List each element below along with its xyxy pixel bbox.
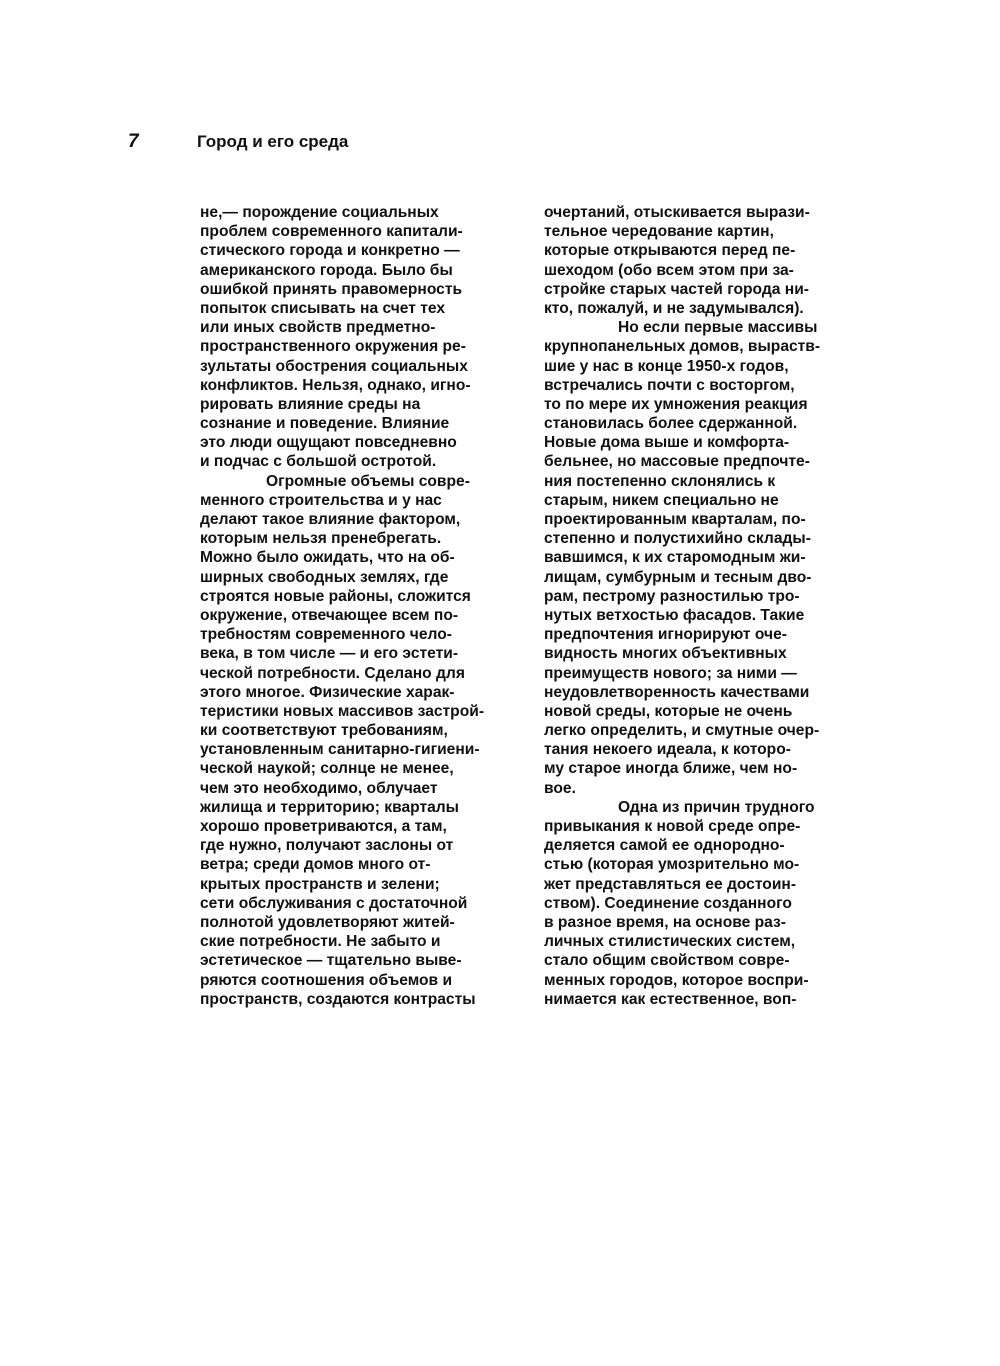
text-line: бельнее, но массовые предпочте- bbox=[544, 453, 810, 471]
text-line: попыток списывать на счет тех bbox=[200, 299, 446, 317]
text-line: ния постепенно склонялись к bbox=[544, 472, 776, 490]
text-line: ки соответствуют требованиям, bbox=[200, 722, 448, 740]
text-line: вое. bbox=[544, 779, 576, 797]
text-line: шеходом (обо всем этом при за- bbox=[544, 261, 794, 279]
text-line: встречались почти с восторгом, bbox=[544, 376, 795, 394]
text-column-left bbox=[200, 203, 484, 1009]
text-line: Но если первые массивы bbox=[618, 319, 818, 337]
text-line: конфликтов. Нельзя, однако, игно- bbox=[200, 376, 471, 394]
text-line: предпочтения игнорируют оче- bbox=[544, 626, 787, 644]
text-line: ряются соотношения объемов и bbox=[200, 971, 453, 989]
text-line: жилища и территорию; кварталы bbox=[200, 798, 459, 816]
text-line: ческой наукой; солнце не менее, bbox=[200, 760, 454, 778]
text-line: ские потребности. Не забыто и bbox=[200, 933, 441, 951]
text-line: становилась более сдержанной. bbox=[544, 415, 798, 433]
text-line: ошибкой принять правомерность bbox=[200, 280, 463, 298]
text-line: требностям современного чело- bbox=[200, 626, 452, 644]
text-line: пространств, создаются контрасты bbox=[200, 990, 476, 1008]
text-line: стало общим свойством совре- bbox=[544, 952, 790, 970]
text-line: проблем современного капитали- bbox=[200, 223, 463, 241]
text-line: ством). Соединение созданного bbox=[544, 894, 792, 912]
text-line: зультаты обострения социальных bbox=[200, 357, 468, 375]
text-line: делают такое влияние фактором, bbox=[200, 511, 461, 528]
text-line: в разное время, на основе раз- bbox=[544, 913, 786, 931]
text-line: рировать влияние среды на bbox=[200, 395, 421, 413]
text-line: степенно и полустихийно склады- bbox=[544, 530, 811, 548]
text-line: старым, никем специально не bbox=[544, 491, 779, 509]
text-line: установленным санитарно-гигиени- bbox=[200, 741, 480, 759]
text-line: тельное чередование картин, bbox=[544, 223, 774, 241]
text-line: или иных свойств предметно- bbox=[200, 319, 436, 337]
text-line: теристики новых массивов застрой- bbox=[200, 702, 485, 720]
page-number: 7 bbox=[128, 131, 139, 152]
text-line: стью (которая умозрительно мо- bbox=[544, 856, 800, 874]
text-line: шие у нас в конце 1950-х годов, bbox=[544, 357, 789, 375]
text-line: кто, пожалуй, и не задумывался). bbox=[544, 299, 804, 317]
text-line: вавшимся, к их старомодным жи- bbox=[544, 549, 806, 567]
text-line: жет представляться ее достоин- bbox=[544, 875, 797, 893]
text-line: пространственного окружения ре- bbox=[200, 338, 466, 356]
text-line: му старое иногда ближе, чем но- bbox=[544, 760, 798, 778]
text-line: где нужно, получают заслоны от bbox=[200, 837, 454, 855]
text-line: легко определить, и смутные очер- bbox=[544, 722, 820, 740]
text-line: этого многое. Физические харак- bbox=[200, 683, 455, 701]
text-line: стройке старых частей города ни- bbox=[544, 280, 809, 298]
text-line: и подчас с большой остротой. bbox=[200, 453, 437, 471]
text-line: нимается как естественное, воп- bbox=[544, 990, 797, 1008]
text-line: строятся новые районы, сложится bbox=[200, 587, 471, 605]
text-line: видность многих объективных bbox=[544, 645, 787, 663]
text-line: личных стилистических систем, bbox=[544, 933, 796, 951]
text-line: менных городов, которое воспри- bbox=[544, 971, 809, 989]
text-line: то по мере их умножения реакция bbox=[544, 395, 808, 413]
text-line: крупнопанельных домов, выраств- bbox=[544, 338, 821, 356]
text-line: Одна из причин трудного bbox=[618, 798, 815, 816]
text-line: Можно было ожидать, что на об- bbox=[200, 549, 455, 567]
text-line: которые открываются перед пе- bbox=[544, 242, 796, 260]
text-line: которым нельзя пренебрегать. bbox=[200, 530, 442, 548]
text-column-right bbox=[544, 203, 820, 1009]
text-line: привыкания к новой среде опре- bbox=[544, 818, 801, 835]
text-line: рам, пестрому разностилью тро- bbox=[544, 587, 800, 605]
text-line: Огромные объемы совре- bbox=[266, 472, 470, 490]
text-line: американского города. Было бы bbox=[200, 261, 453, 279]
text-line: крытых пространств и зелени; bbox=[200, 875, 440, 893]
text-line: чем это необходимо, облучает bbox=[200, 779, 438, 797]
text-line: полнотой удовлетворяют житей- bbox=[200, 913, 455, 931]
text-line: стического города и конкретно — bbox=[200, 242, 460, 260]
text-line: тания некоего идеала, к которо- bbox=[544, 741, 791, 759]
text-line: новой среды, которые не очень bbox=[544, 702, 793, 720]
text-line: очертаний, отыскивается вырази- bbox=[544, 204, 810, 221]
text-line: проектированным кварталам, по- bbox=[544, 511, 806, 528]
running-title: Город и его среда bbox=[197, 132, 349, 151]
text-line: менного строительства и у нас bbox=[200, 491, 442, 509]
text-line: ческой потребности. Сделано для bbox=[200, 664, 465, 682]
text-line: сознание и поведение. Влияние bbox=[200, 415, 450, 433]
text-line: это люди ощущают повседневно bbox=[200, 434, 457, 452]
text-line: века, в том числе — и его эстети- bbox=[200, 645, 459, 663]
text-line: ширных свободных землях, где bbox=[200, 568, 449, 586]
text-line: ветра; среди домов много от- bbox=[200, 856, 431, 874]
text-line: деляется самой ее однородно- bbox=[544, 837, 785, 855]
text-line: нутых ветхостью фасадов. Такие bbox=[544, 606, 805, 624]
text-line: неудовлетворенность качествами bbox=[544, 683, 810, 701]
text-line: сети обслуживания с достаточной bbox=[200, 894, 468, 912]
text-line: лищам, сумбурным и тесным дво- bbox=[544, 568, 812, 586]
text-line: хорошо проветриваются, а там, bbox=[200, 818, 447, 835]
text-line: окружение, отвечающее всем по- bbox=[200, 606, 459, 624]
text-line: преимуществ нового; за ними — bbox=[544, 664, 797, 682]
text-line: Новые дома выше и комфорта- bbox=[544, 434, 790, 452]
text-line: не,— порождение социальных bbox=[200, 204, 439, 221]
text-line: эстетическое — тщательно выве- bbox=[200, 952, 462, 970]
